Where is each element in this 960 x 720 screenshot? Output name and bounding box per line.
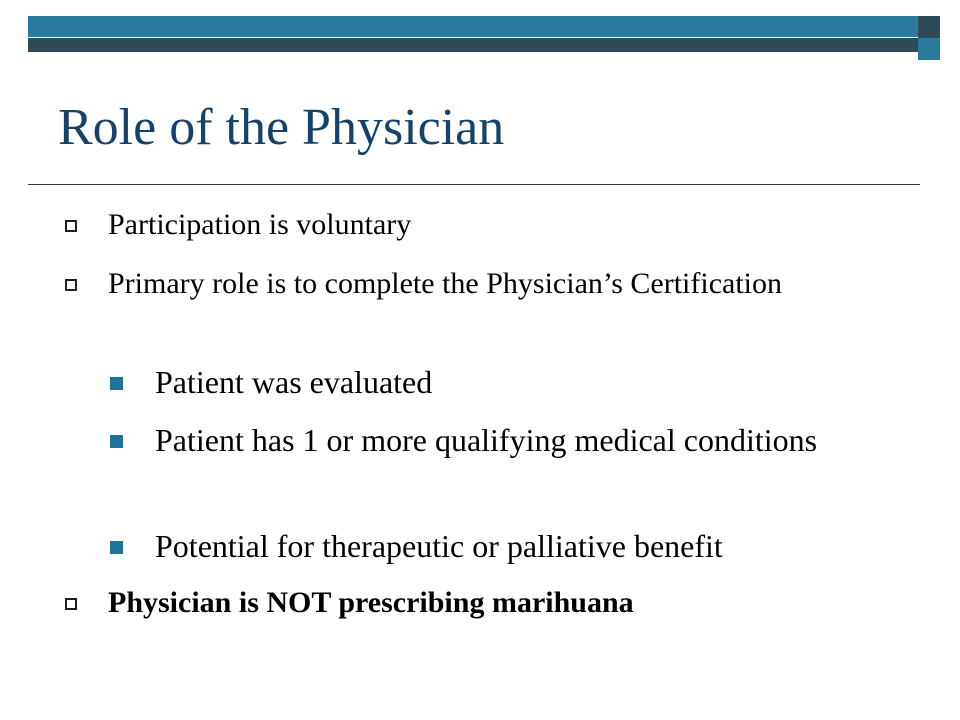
bullet-item [58,207,898,243]
hollow-square-bullet-icon [65,279,77,291]
title-divider [28,184,920,185]
sub-bullet-text: Potential for therapeutic or palliative benefit [155,528,723,564]
sub-bullet-text: Patient was evaluated [155,364,433,400]
hollow-square-bullet-icon [65,220,77,232]
bullet-text-emphasis: Physician is NOT prescribing marihuana [108,586,634,619]
filled-square-bullet-icon [110,541,123,554]
bullet-item [58,266,898,338]
sub-bullet-item [110,528,910,566]
corner-square-dark [918,16,940,38]
sub-bullet-item [110,422,910,498]
bullet-text: Participation is voluntary [108,208,412,241]
bullet-item [58,585,898,621]
corner-square-light [918,38,940,60]
sub-bullet-text: Patient has 1 or more qualifying medical conditions [155,422,818,458]
filled-square-bullet-icon [110,435,123,448]
bullet-text: Primary role is to complete the Physician’s Certification [108,267,783,300]
slide-title: Role of the Physician [58,99,505,156]
sub-bullet-item [110,364,910,402]
hollow-square-bullet-icon [65,598,77,610]
filled-square-bullet-icon [110,377,123,390]
header-bar-top [28,16,918,37]
header-bar-bottom [28,38,918,52]
